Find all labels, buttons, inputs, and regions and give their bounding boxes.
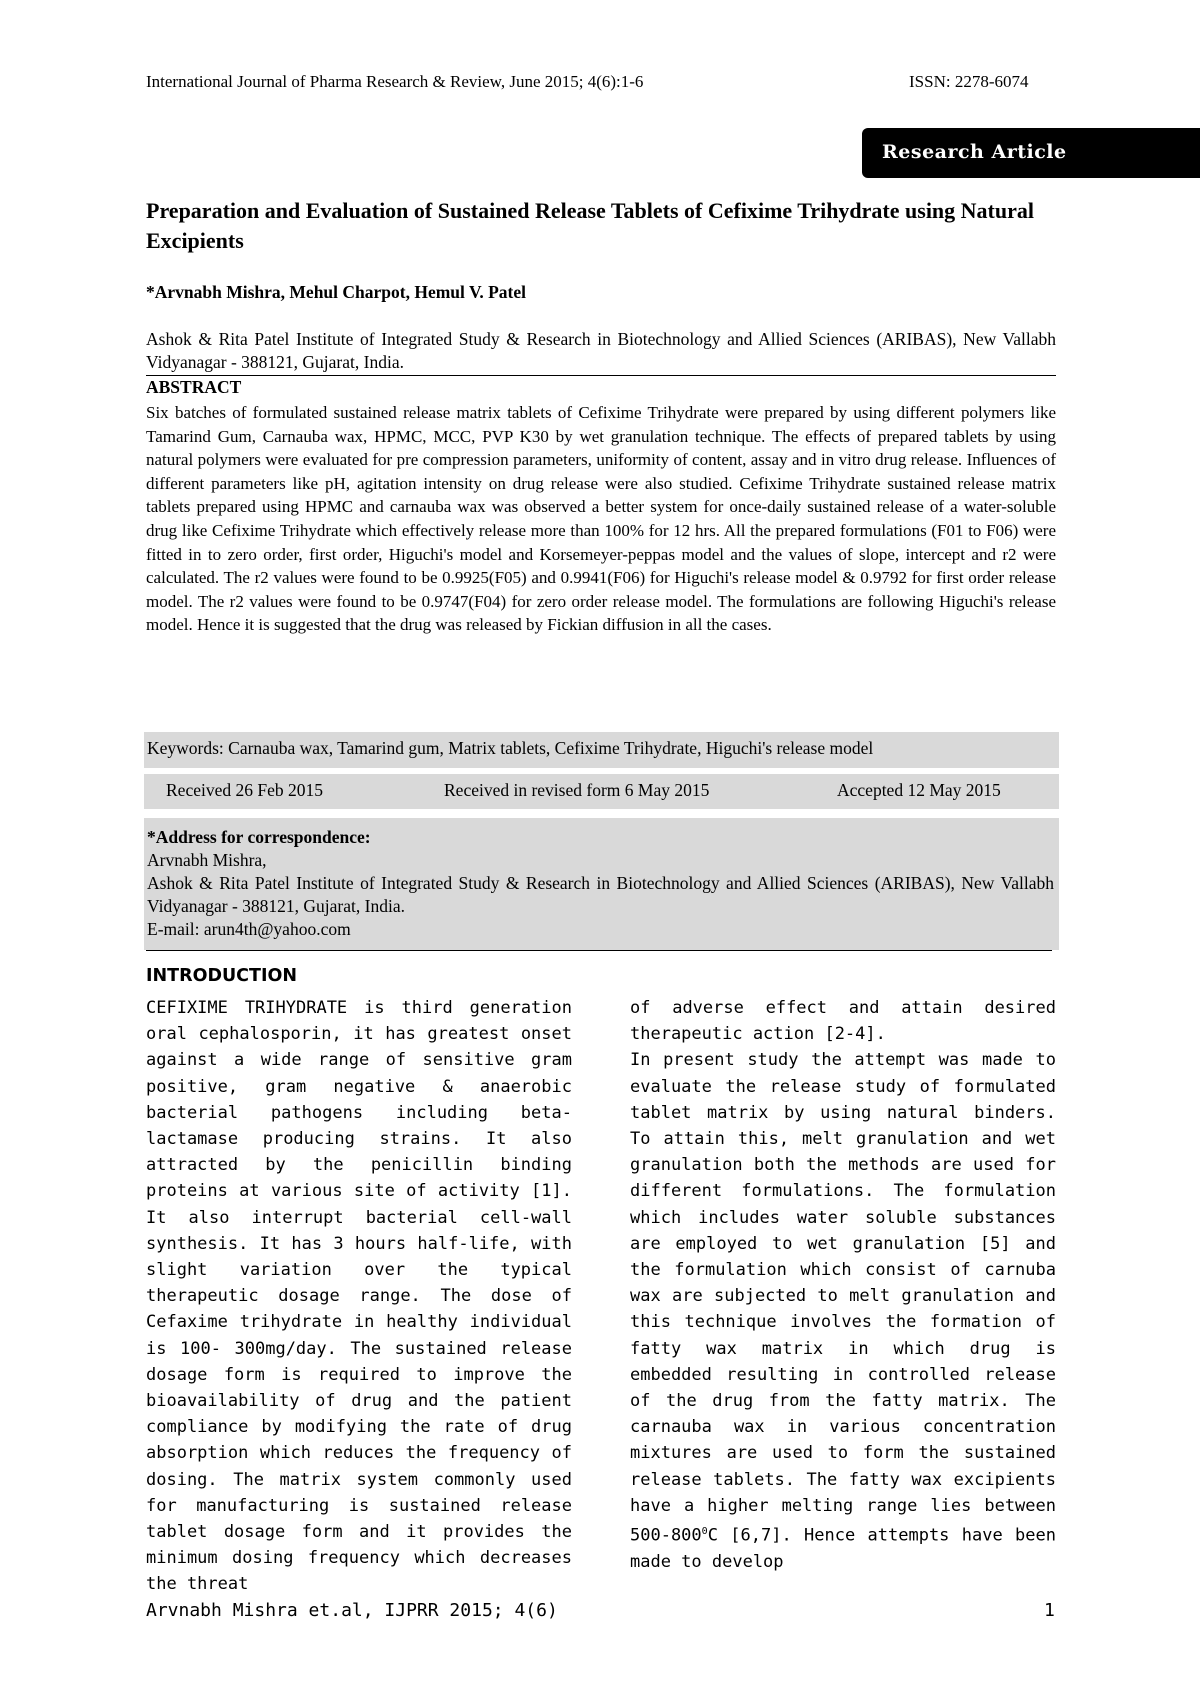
paper-title: Preparation and Evaluation of Sustained Release Tablets of Cefixime Trihydrate using Natural Excipients: [146, 198, 1034, 253]
intro-paragraph-continued: of adverse effect and attain desired therapeutic action [2-4].: [630, 998, 1056, 1045]
abstract-heading: ABSTRACT: [146, 377, 242, 397]
introduction-heading: INTRODUCTION: [146, 966, 297, 986]
article-type-badge: Research Article: [862, 128, 1200, 178]
correspondence-heading: *Address for correspondence:: [147, 827, 371, 847]
affiliation: Ashok & Rita Patel Institute of Integrated Study & Research in Biotechnology and Allied Sciences (ARIBAS), New Vallabh Vidyanagar - 388121, Gujarat, India.: [146, 329, 1056, 372]
page-number: 1: [1044, 1600, 1055, 1621]
accepted-date: Accepted 12 May 2015: [837, 780, 1001, 800]
section-divider: [146, 950, 1052, 951]
keywords: Keywords: Carnauba wax, Tamarind gum, Matrix tablets, Cefixime Trihydrate, Higuchi's release model: [144, 732, 1059, 768]
dates-bar: [144, 774, 1059, 809]
divider: [146, 375, 1056, 376]
revised-date: Received in revised form 6 May 2015: [444, 780, 710, 800]
footer-citation: Arvnabh Mishra et.al, IJPRR 2015; 4(6): [146, 1600, 558, 1621]
issn: ISSN: 2278-6074: [909, 72, 1029, 91]
introduction-column-2: [630, 995, 1056, 1575]
authors: *Arvnabh Mishra, Mehul Charpot, Hemul V. Patel: [146, 282, 526, 302]
abstract-text: Six batches of formulated sustained release matrix tablets of Cefixime Trihydrate were prepared by using different polymers like Tamarind Gum, Carnauba wax, HPMC, MCC, PVP K30 by wet granulation technique. The effects of prepared tablets by using natural polymers were evaluated for pre compression parameters, uniformity of content, assay and in vitro drug release. Influences of different parameters like pH, agitation intensity on drug release were also studied. Cefixime Trihydrate sustained release matrix tablets prepared using HPMC and carnauba wax was observed a better system for once-daily sustained release of a water-soluble drug like Cefixime Trihydrate which effectively release more than 100% for 12 hrs. All the prepared formulations (F01 to F06) were fitted in to zero order, first order, Higuchi's model and Korsemeyer-peppas model and the values of slope, intercept and r2 were calculated. The r2 values were found to be 0.9925(F05) and 0.9941(F06) for Higuchi's release model & 0.9792 for first order release model. The r2 values were found to be 0.9747(F04) for zero order release model. The formulations are following Higuchi's release model. Hence it is suggested that the drug was released by Fickian diffusion in all the cases.: [146, 403, 1056, 635]
journal-header: International Journal of Pharma Research & Review, June 2015; 4(6):1-6: [146, 72, 644, 91]
correspondence-address: Ashok & Rita Patel Institute of Integrated Study & Research in Biotechnology and Allied Sciences (ARIBAS), New Vallabh Vidyanagar - 388121, Gujarat, India.: [147, 873, 1054, 916]
correspondence-email: E-mail: arun4th@yahoo.com: [147, 919, 351, 939]
introduction-column-1: CEFIXIME TRIHYDRATE is third generation oral cephalosporin, it has greatest onset against a wide range of sensitive gram positive, gram negative & anaerobic bacterial pathogens including beta-lactamase producing strains. It also attracted by the penicillin binding proteins at various site of activity [1]. It also interrupt bacterial cell-wall synthesis. It has 3 hours half-life, with slight variation over the typical therapeutic dosage range. The dose of Cefaxime trihydrate in healthy individual is 100- 300mg/day. The sustained release dosage form is required to improve the bioavailability of drug and the patient compliance by modifying the rate of drug absorption which reduces the frequency of dosing. The matrix system commonly used for manufacturing is sustained release tablet dosage form and it provides the minimum dosing frequency which decreases the threat: [146, 998, 572, 1595]
correspondence-name: Arvnabh Mishra,: [147, 850, 267, 870]
correspondence-box: [144, 818, 1059, 950]
intro-paragraph-2: In present study the attempt was made to evaluate the release study of formulated tablet matrix by using natural binders. To attain this, melt granulation and wet granulation both the methods are used for different formulations. The formulation which includes water soluble substances are employed to wet granulation [5] and the formulation which consist of carnuba wax are subjected to melt granulation and this technique involves the formation of fatty wax matrix in which drug is embedded resulting in controlled release of the drug from the fatty matrix. The carnauba wax in various concentration mixtures are used to form the sustained release tablets. The fatty wax excipients have a higher melting range lies between $500-800^0C$ [6,7]. Hence attempts have been made to develop: [630, 1050, 1056, 1572]
received-date: Received 26 Feb 2015: [166, 780, 323, 800]
